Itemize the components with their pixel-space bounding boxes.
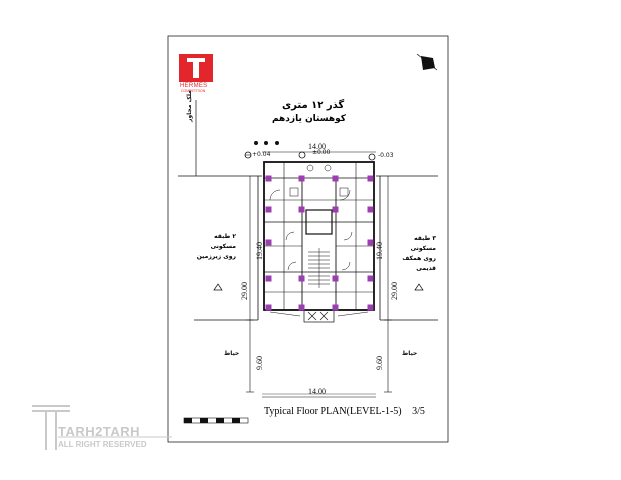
- dim-right-inner: 19.40: [375, 242, 384, 260]
- level-center: ±0.00: [312, 149, 331, 156]
- neighbor-left-line1: ۲ طبقه مسکونی: [210, 233, 236, 250]
- dim-right-depth: 29.00: [390, 282, 399, 300]
- plan-title: [264, 406, 425, 417]
- logo-t-glyph-icon: [179, 54, 213, 82]
- structural-columns: [266, 176, 373, 310]
- dim-left-depth: 29.00: [240, 282, 249, 300]
- courtyard-left-label: حیاط: [224, 350, 240, 357]
- dim-bottom: 14.00: [308, 387, 326, 396]
- dim-top: 14.00: [308, 142, 326, 151]
- section-marker-right: [415, 284, 423, 290]
- plan-title-text: Typical Floor PLAN(LEVEL-1-5): [264, 406, 402, 417]
- neighbor-right-line3: قدیمی: [416, 265, 436, 272]
- neighbor-right-line1: ۳ طبقه مسکونی: [410, 235, 436, 252]
- dim-left-bottom: 9.60: [255, 356, 264, 370]
- tree-dot: [264, 141, 268, 145]
- courtyard-right-label: حیاط: [402, 350, 418, 357]
- watermark-brand: TARH2TARH: [58, 424, 141, 439]
- level-right: -0.03: [378, 152, 394, 159]
- floor-plan: [264, 162, 374, 322]
- north-arrow-icon: [417, 54, 437, 70]
- logo-brand: HERMES: [180, 83, 208, 89]
- neighbor-side-label: ملک مجاور: [186, 90, 193, 122]
- neighbor-left-label: [196, 232, 236, 262]
- neighbor-right-line2: روی همکف: [402, 255, 436, 262]
- dim-right-bottom: 9.60: [375, 356, 384, 370]
- street-title: گذر ۱۲ متری: [282, 100, 345, 111]
- watermark-rights: ALL RIGHT RESERVED: [58, 440, 147, 449]
- logo-sub: COMPETITION: [181, 89, 206, 93]
- level-marker-right: [369, 154, 375, 160]
- neighbor-right-label: [396, 234, 436, 274]
- dim-left-inner: 19.40: [255, 242, 264, 260]
- scale-bar: [184, 418, 248, 423]
- level-marker-left: [245, 152, 251, 158]
- tree-dot: [254, 141, 258, 145]
- street-subtitle: کوهستان یازدهم: [272, 114, 346, 124]
- hermes-logo-icon: [179, 54, 213, 82]
- neighbor-left-line2: روی زیرزمین: [196, 253, 236, 260]
- level-marker-center: [299, 152, 305, 158]
- tree-dot: [275, 141, 279, 145]
- section-marker-left: [214, 284, 222, 290]
- sheet-number: 3/5: [412, 406, 425, 417]
- level-left: +0.04: [252, 151, 271, 158]
